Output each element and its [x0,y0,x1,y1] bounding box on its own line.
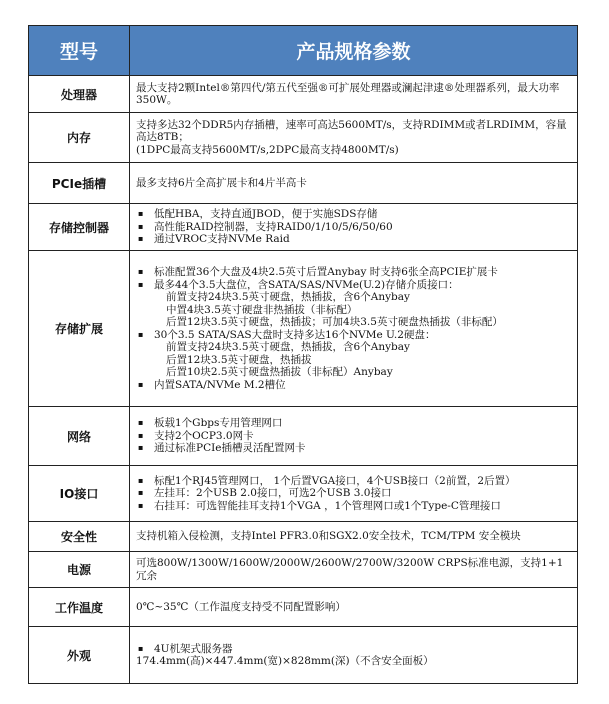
row-value [130,204,578,251]
row-value [130,552,578,588]
sub-item: 前置支持24块3.5英寸硬盘，热插拔，含6个Anybay [166,291,410,303]
bullet-list [136,208,571,246]
sub-item: 前置支持24块3.5英寸硬盘，热插拔，含6个Anybay [166,341,410,353]
bullet-item: ▪ 最多44个3.5大盘位，含SATA/SAS/NVMe(U.2)存储介质接口： [136,279,571,292]
table-row [29,251,578,407]
row-label: 安全性 [29,522,130,552]
bullet-item: ▪ 支持2个OCP3.0网卡 [136,430,571,443]
row-label: PCIe插槽 [29,163,130,204]
bullet-item: ▪ 内置SATA/NVMe M.2槽位 [136,379,571,392]
value-line: 最多支持6片全高扩展卡和4片半高卡 [136,176,307,189]
row-value [130,113,578,163]
row-value [130,163,578,204]
table-row [29,113,578,163]
value-line: 174.4mm(高)×447.4mm(宽)×828mm(深)（不含安全面板） [136,655,434,667]
table-row [29,552,578,588]
value-line: 支持机箱入侵检测，支持Intel PFR3.0和SGX2.0安全技术，TCM/TPM 安全模块 [136,530,521,543]
bullet-item: ▪ 标配1个RJ45管理网口， 1个后置VGA接口，4个USB接口（2前置，2后置） [136,475,571,488]
row-label: 外观 [29,627,130,684]
bullet-item: ▪ 低配HBA，支持直通JBOD，便于实施SDS存储 [136,208,571,221]
bullet-item: ▪ 高性能RAID控制器，支持RAID0/1/10/5/6/50/60 [136,221,571,234]
value-line: 最大支持2颗Intel®第四代/第五代至强®可扩展处理器或澜起津逮®处理器系列，最大功率350W。 [136,81,560,106]
spec-table [28,25,578,684]
table-row [29,522,578,552]
row-value [130,251,578,407]
bullet-item: ▪ 通过标准PCIe插槽灵活配置网卡 [136,442,571,455]
row-value [130,522,578,552]
row-label: IO接口 [29,466,130,522]
row-label: 存储控制器 [29,204,130,251]
row-label: 内存 [29,113,130,163]
value-line: (1DPC最高支持5600MT/s,2DPC最高支持4800MT/s) [136,143,399,156]
value-line: 支持多达32个DDR5内存插槽，速率可高达5600MT/s，支持RDIMM或者LRDIMM，容量高达8TB； [136,118,567,144]
sub-item: 后置10块2.5英寸硬盘热插拔（非标配）Anybay [166,366,393,378]
row-value [130,76,578,113]
bullet-item: ▪ 30个3.5 SATA/SAS大盘时支持多达16个NVMe U.2硬盘： [136,329,571,342]
value-line: 可选800W/1300W/1600W/2000W/2600W/2700W/3200W CRPS标准电源，支持1+1冗余 [136,557,564,582]
bullet-item: ▪ 通过VROC支持NVMe Raid [136,233,571,246]
value-line: 0℃~35℃（工作温度支持受不同配置影响） [136,600,346,613]
bullet-item: ▪ 右挂耳：可选智能挂耳支持1个VGA ，1个管理网口或1个Type-C管理接口 [136,500,571,513]
row-value [130,407,578,466]
bullet-item: ▪ 标准配置36个大盘及4块2.5英寸后置Anybay 时支持6张全高PCIE扩展卡 [136,266,571,279]
table-row [29,76,578,113]
row-value [130,466,578,522]
header-model: 型号 [29,26,130,76]
bullet-list [136,417,571,455]
bullet-list [136,643,571,668]
table-row [29,204,578,251]
sub-item: 中置4块3.5英寸硬盘非热插拔（非标配） [166,303,358,316]
bullet-item: ▪ 4U机架式服务器 [136,643,571,656]
table-row [29,466,578,522]
bullet-item: ▪ 左挂耳：2个USB 2.0接口，可选2个USB 3.0接口 [136,487,571,500]
header-specs: 产品规格参数 [130,26,578,76]
sub-item: 后置12块3.5英寸硬盘，热插拔 [166,353,312,366]
table-row [29,588,578,627]
row-label: 处理器 [29,76,130,113]
row-label: 网络 [29,407,130,466]
table-row [29,407,578,466]
bullet-list [136,266,571,391]
bullet-list [136,475,571,513]
row-label: 工作温度 [29,588,130,627]
row-value [130,627,578,684]
row-value [130,588,578,627]
row-label: 存储扩展 [29,251,130,407]
table-row [29,627,578,684]
sub-item: 后置12块3.5英寸硬盘，热插拔；可加4块3.5英寸硬盘热插拔（非标配） [166,316,503,328]
row-label: 电源 [29,552,130,588]
table-row [29,163,578,204]
header-row [29,26,578,76]
bullet-item: ▪ 板载1个Gbps专用管理网口 [136,417,571,430]
